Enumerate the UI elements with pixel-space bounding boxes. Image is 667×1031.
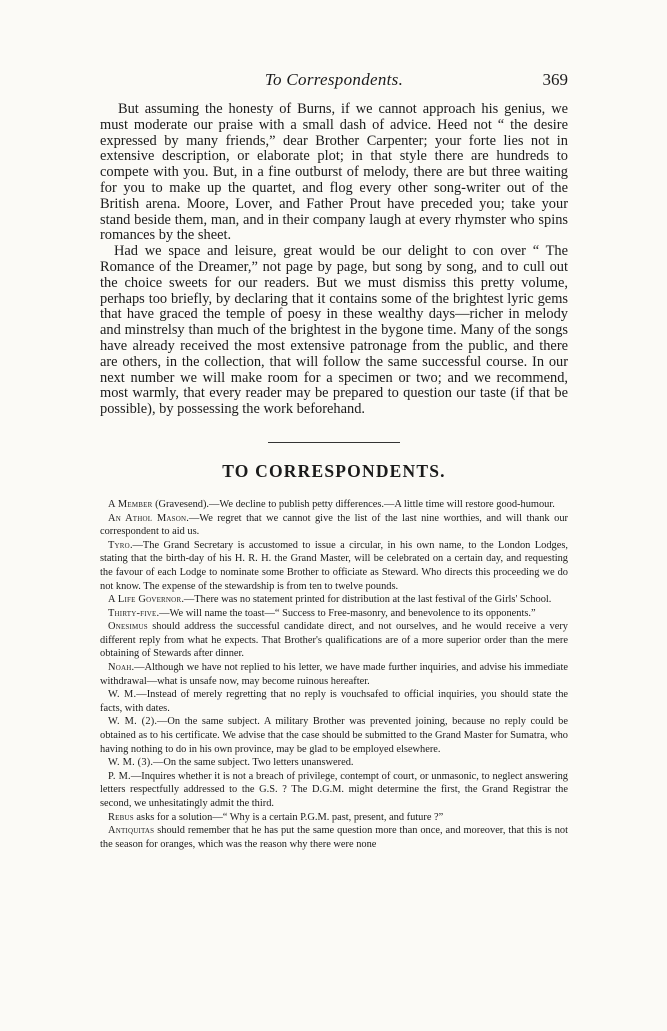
note-lead: Thirty-five (108, 607, 157, 619)
note-item (100, 715, 568, 756)
note-text: .—Although we have not replied to his letter, we have made further inquiries, and advise his immediate withdrawal—what is unsafe now, may become ruinous hereafter. (100, 662, 568, 687)
body-paragraph-1: But assuming the honesty of Burns, if we cannot approach his genius, we must moderate our praise with a small dash of advice. Heed not “ the desire expressed by many friends,” dear Brother Carpenter; your forte lies not in extensive description, or elaborate plot; in that style there are hundreds to compete with you. But, in a fine outburst of melody, there are but three waiting for you to make up the quartet, and flog every other song-writer out of the British arena. Moore, Lover, and Father Prout have preceded you; take your stand beside them, man, and in their company laugh at every rhymster who spins romances by the sheet. (100, 101, 568, 244)
note-text: .—The Grand Secretary is accustomed to issue a circular, in his own name, to the London Lodges, stating that the birth-day of his H. R. H. the Grand Master, will be celebrated on a certain day, and requesting the favour of each Lodge to nominate some Brother to officiate as Steward. Who directs this proceeding we do not know. The expense of the stewardship is from ten to twelve pounds. (100, 539, 568, 592)
note-lead: A Member (108, 498, 153, 510)
note-item (100, 607, 568, 621)
page (100, 70, 568, 851)
note-lead: Rebus (108, 811, 134, 823)
note-item (100, 688, 568, 715)
note-lead: W. M. (108, 689, 137, 701)
running-title: To Correspondents. (264, 70, 404, 89)
note-text: —Inquires whether it is not a breach of privilege, contempt of court, or unmasonic, to neglect answering letters respectfully addressed to the G.S. ? The D.G.M. might determine the first, the Grand Registrar the second, we unhesitatingly admit the third. (100, 770, 568, 809)
note-text: .—We will name the toast—“ Success to Free-masonry, and benevolence to its opponents.” (156, 607, 536, 619)
note-lead: Noah (108, 662, 132, 674)
note-item (100, 770, 568, 811)
note-text: .—On the same subject. A military Brother was prevented joining, because no reply could be obtained as to his certificate. We advise that the case should be submitted to the Grand Master for Sumatra, who having nothing to do in his own province, may be glad to be employed elsewhere. (100, 716, 568, 755)
running-head (100, 70, 568, 94)
note-lead: A Life Governor (108, 594, 182, 606)
note-item (100, 593, 568, 607)
section-heading: TO CORRESPONDENTS. (222, 460, 446, 481)
note-text: —Instead of merely regretting that no reply is vouchsafed to official inquiries, you should state the facts, with dates. (100, 689, 568, 714)
page-number: 369 (542, 70, 568, 89)
note-lead: W. M. (2) (108, 716, 155, 728)
note-item (100, 620, 568, 661)
body-paragraph-2: Had we space and leisure, great would be our delight to con over “ The Romance of the Dreamer,” not page by page, but song by song, and to cull out the choice sweets for our readers. But we must dismiss this pretty volume, perhaps too briefly, by declaring that it contains some of the brightest lyric gems that have graced the temple of poesy in these wealthy days—richer in melody and minstrelsy than much of the brightest in the bygone time. Many of the songs have already received the most extensive patronage from the public, and there are others, in the collection, that will follow the same successful course. In our next number we will make room for a specimen or two; and we recommend, most warmly, that every reader may be prepared to question our taste (if that be possible), by possessing the work beforehand. (100, 243, 568, 418)
correspondents-notes (100, 498, 568, 851)
note-item (100, 498, 568, 512)
note-lead: W. M. (3) (108, 757, 151, 769)
note-text: (Gravesend).—We decline to publish petty differences.—A little time will restore good-humour. (152, 498, 555, 510)
note-lead: An Athol Mason (108, 512, 187, 524)
note-text: should address the successful candidate direct, and not ourselves, and he would receive a very different reply from what he expects. That Brother's qualifications are of a more superior order than the mere obtaining of Stewards after dinner. (100, 621, 568, 660)
note-item (100, 811, 568, 825)
note-item (100, 512, 568, 539)
note-text: should remember that he has put the same question more than once, and moreover, that this is not the season for oranges, which was the reason why there were none (100, 825, 568, 850)
note-item (100, 539, 568, 593)
note-lead: Onesimus (108, 621, 148, 633)
note-item (100, 756, 568, 770)
note-lead: Antiquitas (108, 825, 155, 837)
section-divider (268, 442, 400, 443)
note-lead: P. M. (108, 770, 131, 782)
note-lead: Tyro (108, 539, 130, 551)
note-text: .—We regret that we cannot give the list of the last nine worthies, and will thank our correspondent to aid us. (100, 512, 568, 538)
note-text: asks for a solution—“ Why is a certain P.G.M. past, present, and future ?” (133, 811, 444, 823)
note-item (100, 661, 568, 688)
note-item (100, 824, 568, 851)
note-text: .—There was no statement printed for distribution at the last festival of the Girls' School. (181, 594, 552, 606)
note-text: .—On the same subject. Two letters unanswered. (150, 757, 354, 769)
